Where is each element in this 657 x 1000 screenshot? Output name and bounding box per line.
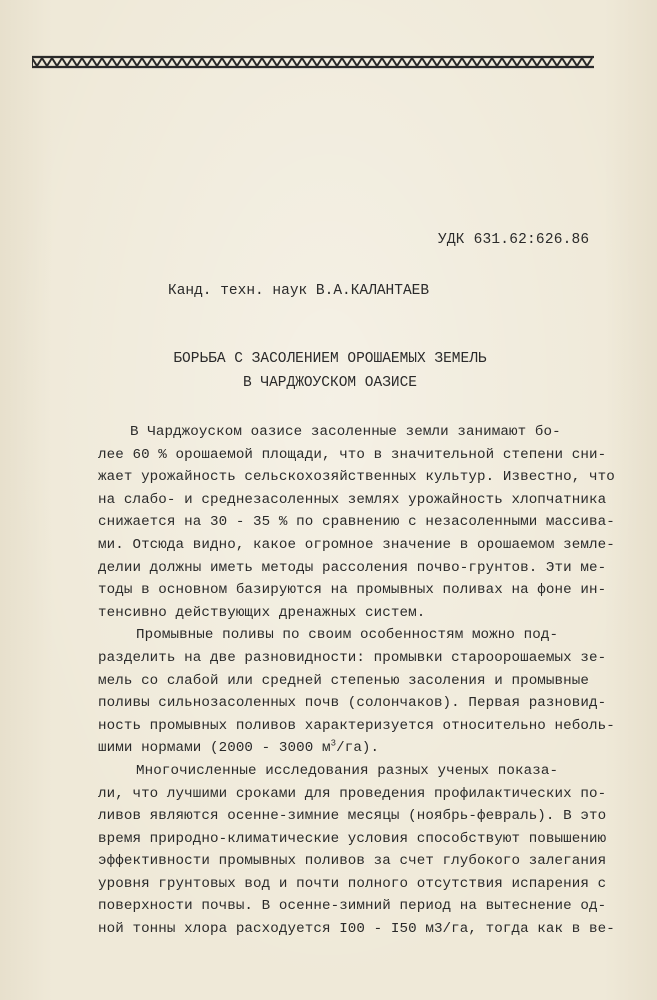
- norm-text: шими нормами (2000 - 3000 м: [98, 740, 331, 757]
- paragraph-1-line-1: В Чарджоуском оазисе засоленные земли занимают бо-: [130, 424, 561, 440]
- paragraph-3-line-3: ливов являются осенне-зимние месяцы (ноябрь-февраль). В это: [98, 808, 607, 825]
- paragraph-3-line-1: Многочисленные исследования разных ученых показа-: [136, 762, 559, 779]
- paragraph-2-line-5: ность промывных поливов характеризуется относительно неболь-: [98, 717, 615, 734]
- paragraph-1-line-7: делии должны иметь методы рассоления почво-грунтов. Эти ме-: [98, 559, 607, 576]
- paragraph-1-line-5: снижается на 30 - 35 % по сравнению с незасоленными массива-: [98, 514, 615, 531]
- paragraph-2-line-6: [98, 737, 623, 760]
- paragraph-1-line-6: ми. Отсюда видно, какое огромное значение в орошаемом земле-: [98, 536, 615, 553]
- paragraph-3-line-7: поверхности почвы. В осенне-зимний период на вытеснение од-: [98, 898, 607, 915]
- paragraph-1-line-3: жает урожайность сельскохозяйственных культур. Известно, что: [98, 469, 615, 486]
- paragraph-2-line-1: Промывные поливы по своим особенностям можно под-: [136, 627, 559, 644]
- paragraph-2-line-4: поливы сильнозасоленных почв (солончаков). Первая разновид-: [98, 695, 607, 712]
- norm-unit-tail: /га).: [336, 740, 380, 757]
- paragraph-3-line-8: ной тонны хлора расходуется I00 - I50 м3/га, тогда как в ве-: [98, 921, 615, 938]
- article-body: [98, 421, 623, 941]
- article-title: [120, 347, 540, 395]
- paragraph-3-line-6: уровня грунтовых вод и почти полного отсутствия испарения с: [98, 875, 607, 892]
- paragraph-1-line-2: лее 60 % орошаемой площади, что в значительной степени сни-: [98, 446, 607, 463]
- paragraph-3-line-4: время природно-климатические условия способствуют повышению: [98, 830, 607, 847]
- author-line: Канд. техн. наук В.А.КАЛАНТАЕВ: [168, 283, 430, 299]
- title-line-2: В ЧАРДЖОУСКОМ ОАЗИСЕ: [242, 375, 418, 391]
- title-line-1: БОРЬБА С ЗАСОЛЕНИЕМ ОРОШАЕМЫХ ЗЕМЕЛЬ: [173, 351, 487, 367]
- paragraph-3-line-2: ли, что лучшими сроками для проведения профилактических по-: [98, 785, 607, 802]
- paragraph-1-line-4: на слабо- и среднезасоленных землях урожайность хлопчатника: [98, 491, 607, 508]
- paragraph-1-line-8: тоды в основном базируются на промывных поливах на фоне ин-: [98, 582, 607, 599]
- paragraph-1-line-9: тенсивно действующих дренажных систем.: [98, 604, 426, 621]
- udk-code: УДК 631.62:626.86: [438, 232, 590, 248]
- decorative-header-rule: [32, 54, 594, 70]
- zigzag-ornament: [32, 58, 592, 66]
- paragraph-2-line-2: разделить на две разновидности: промывки староорошаемых зе-: [98, 649, 607, 666]
- cubic-superscript: 3: [330, 738, 337, 749]
- paragraph-2-line-3: мель со слабой или средней степенью засоления и промывные: [98, 672, 589, 689]
- paragraph-3-line-5: эффективности промывных поливов за счет глубокого залегания: [98, 853, 607, 870]
